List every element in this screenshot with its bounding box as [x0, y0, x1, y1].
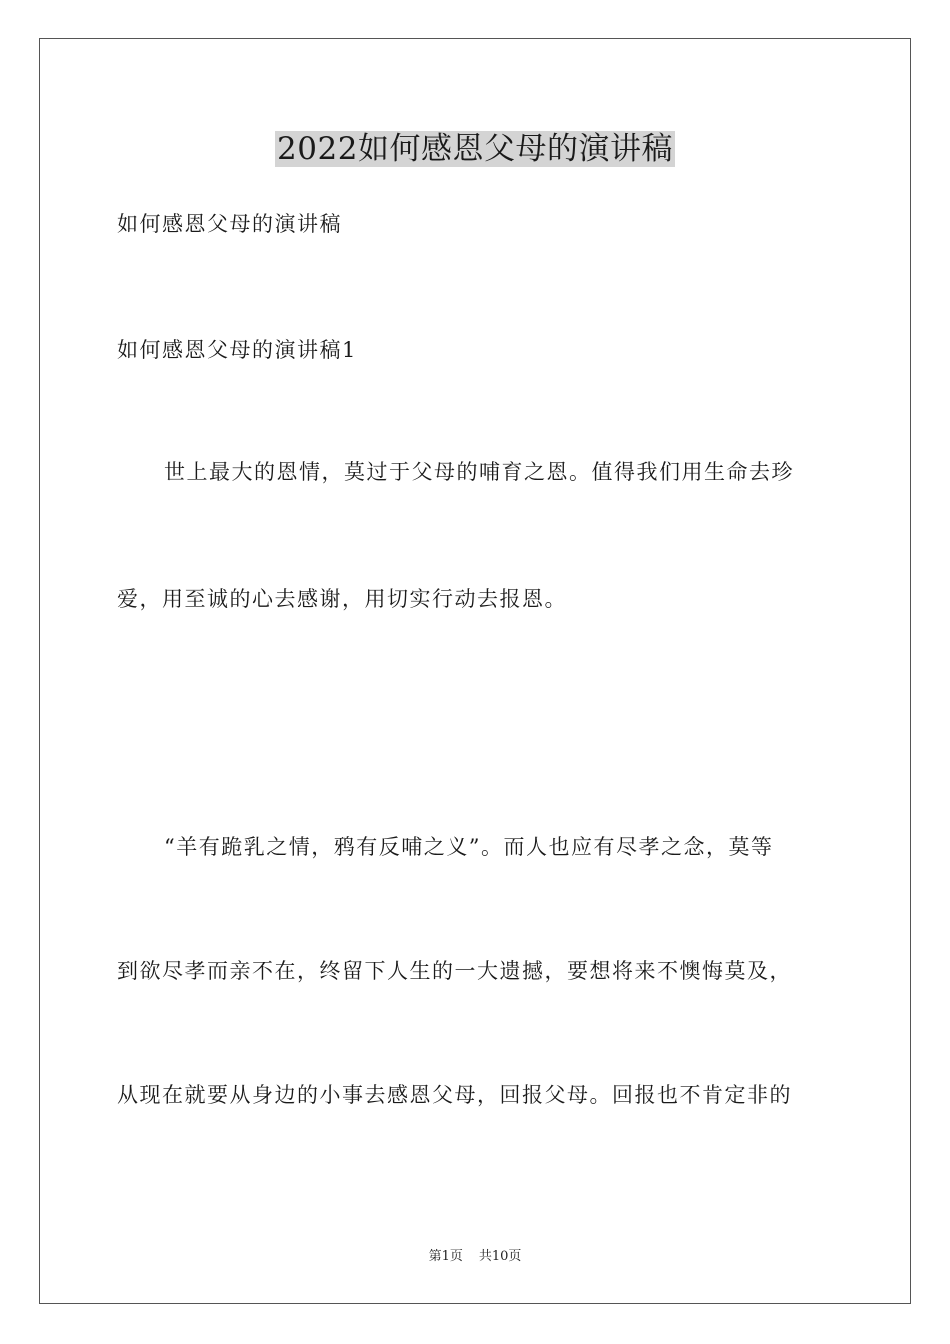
document-title: [0, 128, 950, 170]
document-subtitle: 如何感恩父母的演讲稿: [117, 212, 342, 236]
page-total: 共10页: [478, 1249, 522, 1264]
page-footer: [0, 1248, 950, 1266]
paragraph-line: 从现在就要从身边的小事去感恩父母，回报父母。回报也不肯定非的: [117, 1083, 792, 1107]
section-heading: 如何感恩父母的演讲稿1: [117, 338, 357, 362]
document-title-text: 2022如何感恩父母的演讲稿: [277, 131, 673, 167]
paragraph-line: “羊有跪乳之情，鸦有反哺之义”。而人也应有尽孝之念，莫等: [164, 835, 774, 859]
paragraph-line: 到欲尽孝而亲不在，终留下人生的一大遗撼，要想将来不懊悔莫及，: [117, 959, 792, 983]
page-number: 第1页: [428, 1249, 463, 1264]
paragraph-line: 爱，用至诚的心去感谢，用切实行动去报恩。: [117, 587, 567, 611]
paragraph-line: 世上最大的恩情，莫过于父母的哺育之恩。值得我们用生命去珍: [164, 460, 794, 484]
